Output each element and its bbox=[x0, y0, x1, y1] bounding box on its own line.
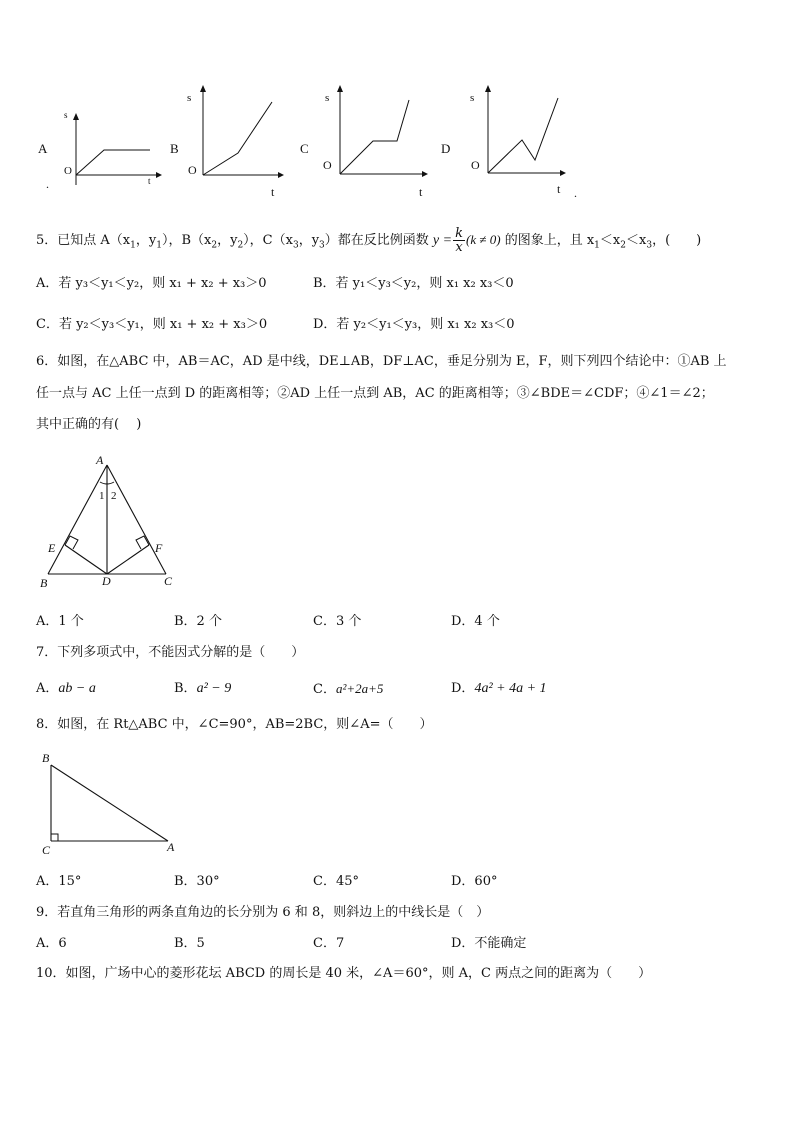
q6-label-f: F bbox=[155, 541, 163, 555]
q9-option-d[interactable]: D．不能确定 bbox=[451, 936, 527, 951]
q6-stem-line1: 6．如图，在△ABC 中，AB＝AC，AD 是中线，DE⊥AB，DF⊥AC，垂足分别为 E，F，则下列四个结论中：①AB 上 bbox=[36, 354, 727, 369]
q6-label-angle1: 1 bbox=[99, 490, 105, 502]
q6-option-d[interactable]: D．4 个 bbox=[451, 614, 500, 629]
q7-stem: 7．下列多项式中，不能因式分解的是（ ） bbox=[36, 645, 305, 660]
q9-option-a[interactable]: A．6 bbox=[36, 936, 67, 951]
q6-stem-line2: 任一点与 AC 上任一点到 D 的距离相等；②AD 上任一点到 AB，AC 的距离相等；③∠BDE＝∠CDF；④∠1＝∠2； bbox=[36, 386, 714, 401]
q7-option-b[interactable]: B．a² − 9 bbox=[174, 681, 232, 696]
graph-c-x-label: t bbox=[419, 185, 423, 199]
graph-d-x-label: t bbox=[557, 182, 561, 196]
q9-option-c[interactable]: C．7 bbox=[313, 936, 345, 951]
graph-b-y-label: s bbox=[187, 92, 192, 104]
q6-label-a: A bbox=[96, 453, 104, 467]
q8-option-c[interactable]: C．45° bbox=[313, 874, 359, 889]
q5-option-c[interactable]: C．若 y₂＜y₃＜y₁，则 x₁ + x₂ + x₃＞0 bbox=[36, 317, 268, 332]
graph-b-option-label: B bbox=[170, 141, 179, 156]
q7-option-c[interactable]: C．a²+2a+5 bbox=[313, 681, 384, 697]
q10-stem: 10．如图，广场中心的菱形花坛 ABCD 的周长是 40 米，∠A＝60°，则 A，C 两点之间的距离为（ ） bbox=[36, 966, 652, 981]
q8-label-c: C bbox=[42, 843, 51, 857]
q8-right-triangle-figure bbox=[40, 755, 180, 850]
q6-option-c[interactable]: C．3 个 bbox=[313, 614, 362, 629]
q8-option-d[interactable]: D．60° bbox=[451, 874, 498, 889]
q5-option-a[interactable]: A．若 y₃＜y₁＜y₂，则 x₁ + x₂ + x₃＞0 bbox=[36, 276, 267, 291]
q6-option-a[interactable]: A．1 个 bbox=[36, 614, 84, 629]
q9-option-b[interactable]: B．5 bbox=[174, 936, 205, 951]
graph-a-x-label: t bbox=[148, 176, 151, 186]
q6-label-e: E bbox=[48, 541, 56, 555]
q6-stem-line3: 其中正确的有( ) bbox=[36, 417, 142, 432]
q6-option-b[interactable]: B．2 个 bbox=[174, 614, 222, 629]
q5-fraction: $\frac{k}{x}$ bbox=[455, 225, 463, 255]
q8-label-a: A bbox=[167, 840, 175, 854]
graph-c-y-label: s bbox=[325, 92, 330, 104]
q8-option-b[interactable]: B．30° bbox=[174, 874, 220, 889]
graph-d-origin-label: O bbox=[471, 158, 480, 172]
q5-option-b[interactable]: B．若 y₁＜y₃＜y₂，则 x₁ x₂ x₃＜0 bbox=[313, 276, 514, 291]
graph-c-origin-label: O bbox=[323, 158, 332, 172]
q7-option-a[interactable]: A．ab − a bbox=[36, 681, 96, 696]
graph-a-option-label: A bbox=[38, 141, 48, 156]
q8-label-b: B bbox=[42, 751, 50, 765]
q5-option-d[interactable]: D．若 y₂＜y₁＜y₃，则 x₁ x₂ x₃＜0 bbox=[313, 317, 515, 332]
q5-stem: 5．已知点 $A(x_1$，$y_1$），$B(x_2$，$y_2$），$C(x_3$，$y_3$）都在反比例函数 y = $\frac{k}{x}$ (k ≠ 0) 的图象上，且 $x_1<x_2<x_3$，( ) bbox=[36, 225, 702, 255]
graph-d-y-label: s bbox=[470, 92, 475, 104]
graph-a-y-label: s bbox=[64, 110, 68, 120]
q6-label-c: C bbox=[164, 574, 173, 588]
q6-label-d: D bbox=[102, 574, 111, 588]
q8-stem: 8．如图，在 Rt△ABC 中，∠C=90°，AB=2BC，则∠A=（ ） bbox=[36, 717, 433, 732]
q8-option-a[interactable]: A．15° bbox=[36, 874, 82, 889]
graph-a-stray-mark: . bbox=[46, 177, 49, 191]
graph-d-option-label: D bbox=[441, 141, 451, 156]
graph-a-origin-label: O bbox=[64, 165, 72, 177]
q6-triangle-figure bbox=[40, 450, 190, 590]
q7-option-d[interactable]: D．4a² + 4a + 1 bbox=[451, 681, 547, 696]
graph-b-x-label: t bbox=[271, 185, 275, 199]
graph-d-stray-mark: . bbox=[574, 186, 577, 200]
graph-c-option-label: C bbox=[300, 141, 309, 156]
graph-b-origin-label: O bbox=[188, 163, 197, 177]
q6-label-angle2: 2 bbox=[111, 490, 117, 502]
q6-label-b: B bbox=[40, 576, 48, 590]
q9-stem: 9．若直角三角形的两条直角边的长分别为 6 和 8，则斜边上的中线长是（ ） bbox=[36, 905, 490, 920]
